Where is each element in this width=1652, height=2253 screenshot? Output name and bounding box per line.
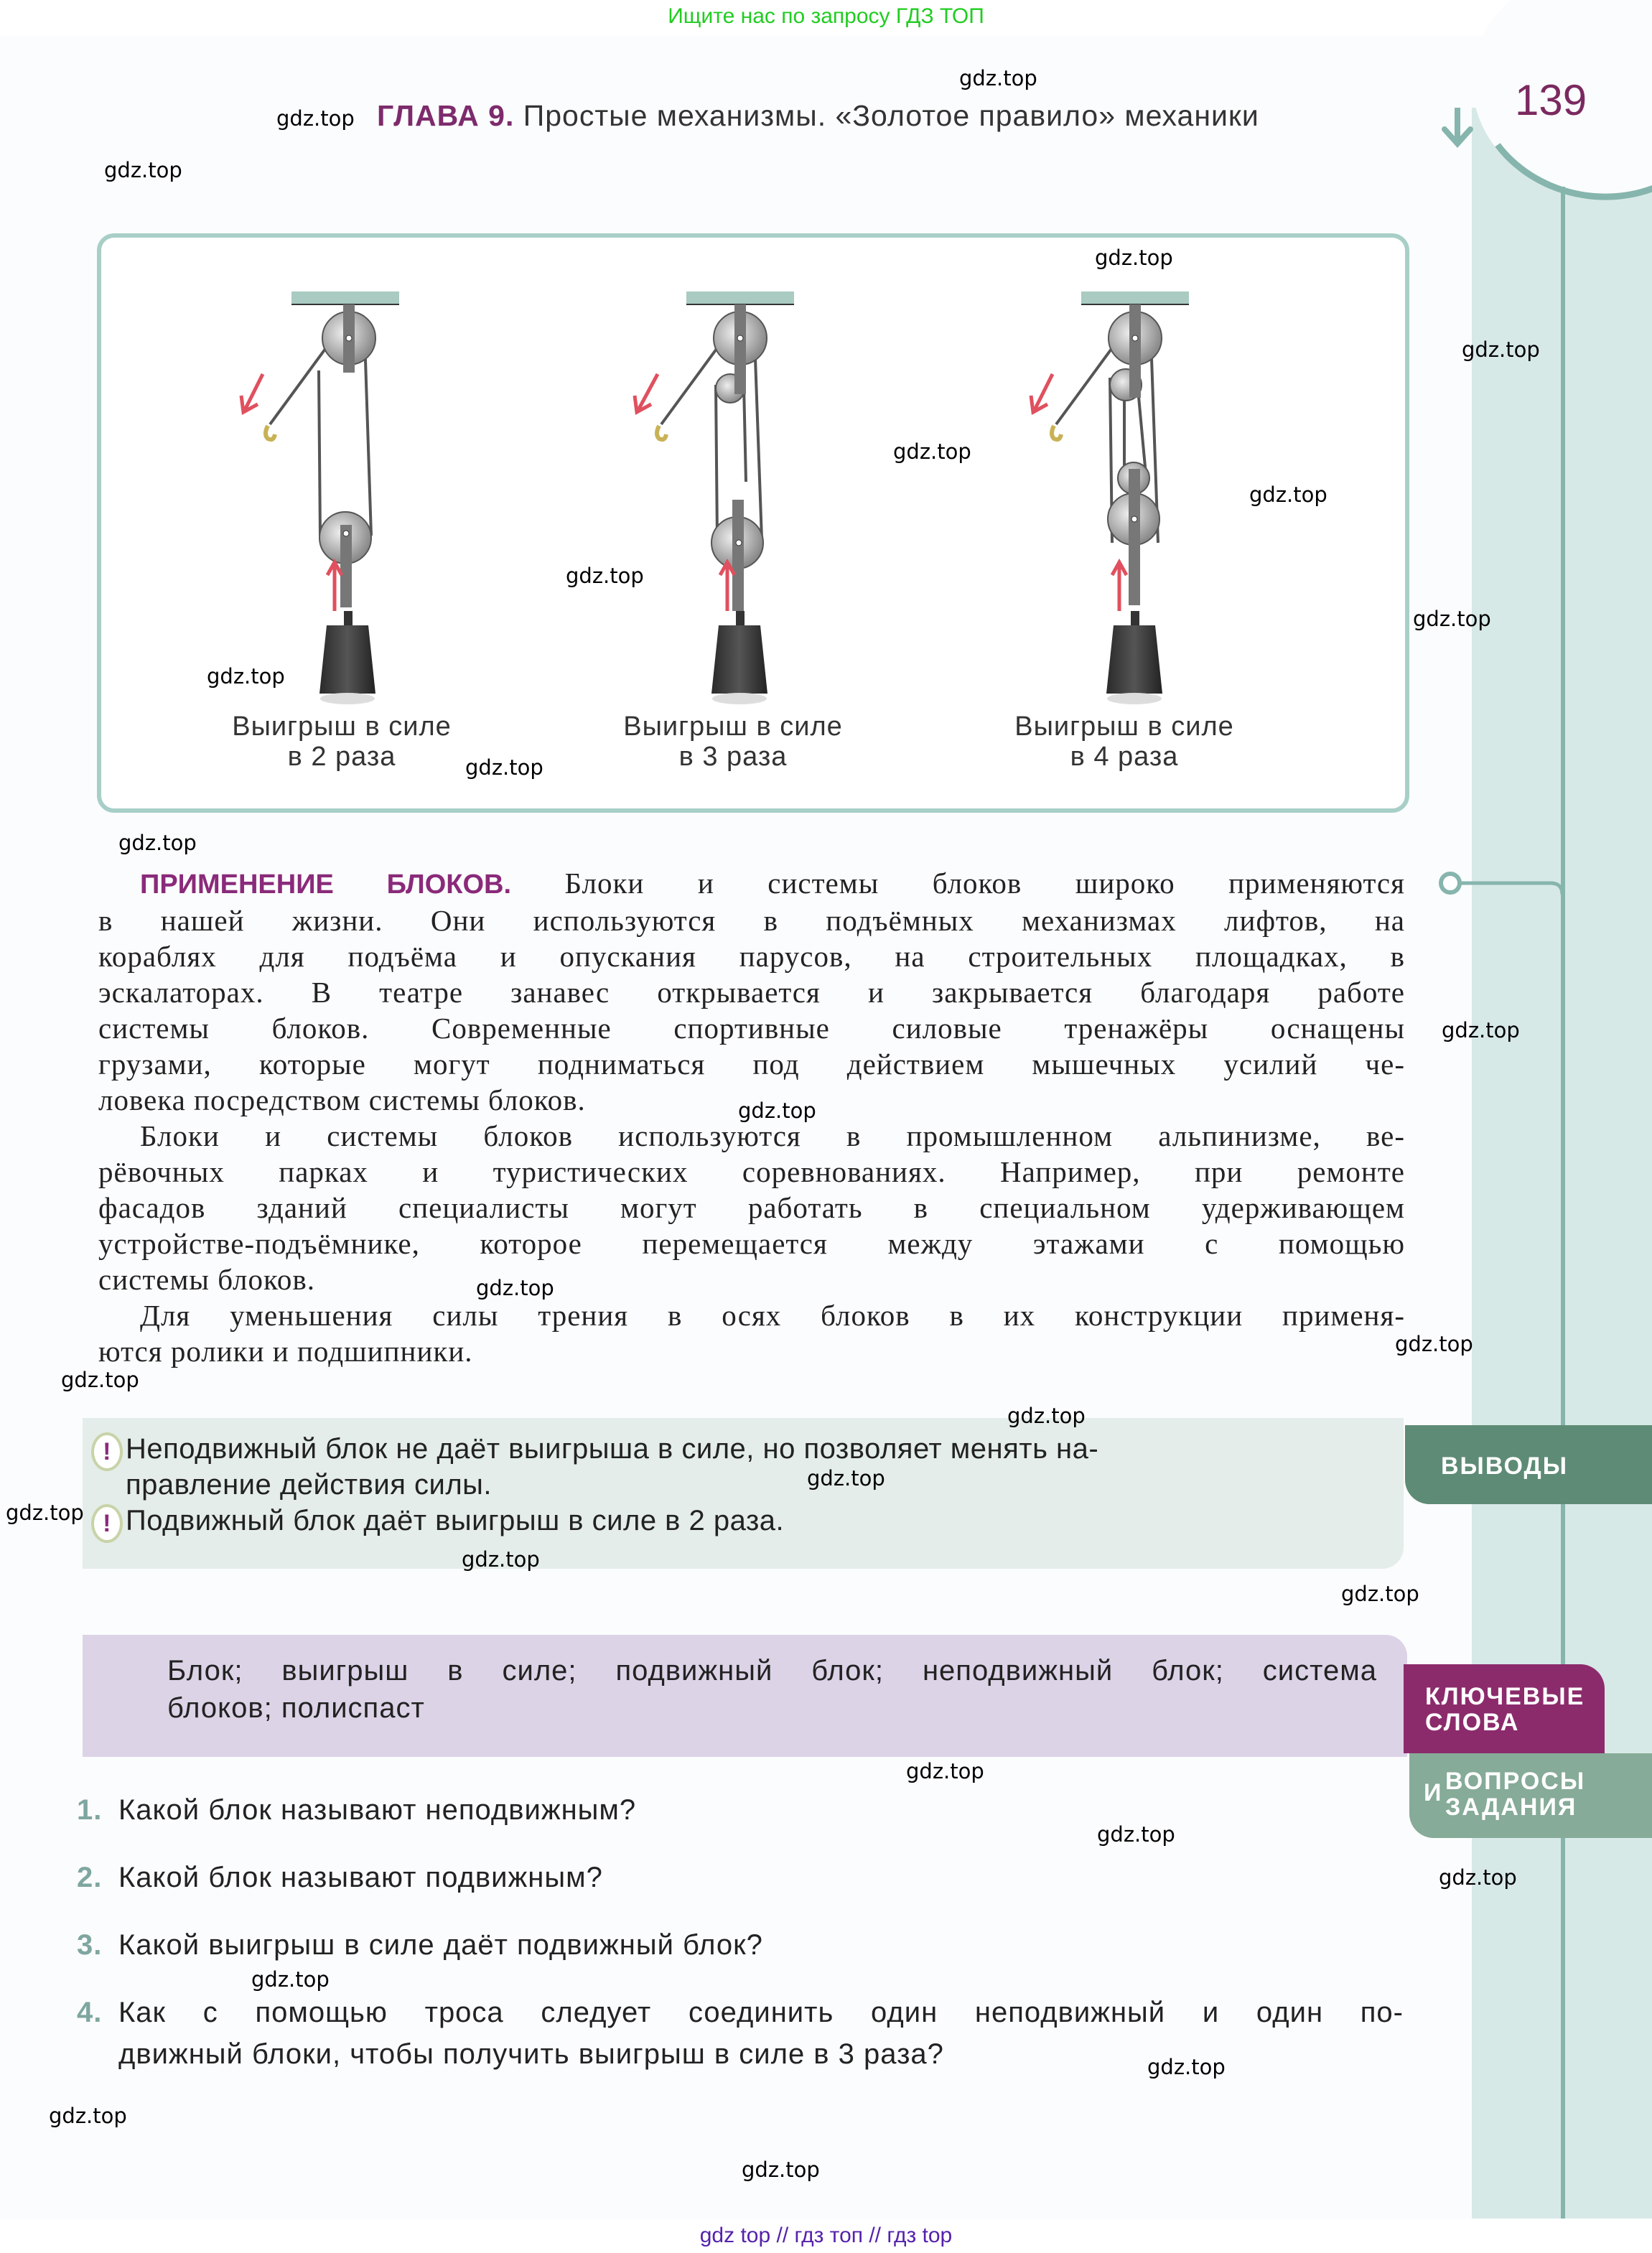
watermark: gdz.top	[104, 158, 182, 182]
watermark: gdz.top	[906, 1759, 984, 1783]
page-arrow-icon	[1436, 108, 1479, 151]
watermark: gdz.top	[1395, 1332, 1473, 1356]
text-line: ловека посредством системы блоков.	[98, 1083, 586, 1116]
conclusion-item	[103, 1431, 1389, 1503]
question-number: 3.	[77, 1929, 103, 1961]
section-heading: ПРИМЕНЕНИЕ БЛОКОВ.	[140, 869, 512, 900]
side-guide-line	[1561, 187, 1565, 2219]
question-item	[77, 1789, 1404, 1831]
pulley-panel-2	[635, 291, 794, 704]
watermark: gdz.top	[738, 1098, 816, 1123]
page-number: 139	[1515, 76, 1587, 124]
caption-line: в 4 раза	[1070, 742, 1179, 772]
tab-label: ЗАДАНИЯ	[1445, 1793, 1577, 1821]
footer: gdz top // гдз топ // гдз top	[0, 2219, 1652, 2253]
tab-label: КЛЮЧЕВЫЕ	[1425, 1683, 1585, 1710]
pulley-figure	[97, 233, 1409, 813]
chapter-header	[377, 99, 1259, 133]
exclamation-icon: !	[91, 1432, 123, 1471]
tab-label: И	[1424, 1779, 1443, 1806]
question-number: 2.	[77, 1862, 103, 1893]
watermark: gdz.top	[807, 1466, 885, 1491]
watermark: gdz.top	[1249, 482, 1327, 507]
watermark: gdz.top	[1097, 1822, 1175, 1847]
watermark: gdz.top	[61, 1368, 139, 1392]
paragraph	[98, 865, 1405, 902]
watermark: gdz.top	[49, 2104, 127, 2128]
text-line: системы блоков. Современные спортивные силовые тренажёры оснащены	[98, 1012, 1405, 1045]
text-line: системы блоков.	[98, 1263, 315, 1296]
text-line: Блоки и системы блоков используются в промышленном альпинизме, ве-	[140, 1119, 1405, 1152]
question-text: Как с помощью троса следует соединить один неподвижный и один по-	[118, 1997, 1404, 2028]
watermark: gdz.top	[1442, 1018, 1520, 1042]
question-text: движный блоки, чтобы получить выигрыш в силе в 3 раза?	[118, 2038, 944, 2070]
text-line: Неподвижный блок не даёт выигрыша в силе, но позволяет менять на-	[126, 1433, 1099, 1465]
pulley-caption-2	[582, 712, 884, 772]
text-line: Для уменьшения силы трения в осях блоков в их конструкции применя-	[140, 1299, 1405, 1332]
watermark: gdz.top	[1095, 246, 1173, 270]
pulley-caption-3	[974, 712, 1275, 772]
watermark: gdz.top	[1413, 607, 1491, 631]
chapter-title: Простые механизмы. «Золотое правило» механики	[523, 99, 1259, 132]
watermark: gdz.top	[1007, 1404, 1086, 1428]
watermark: gdz.top	[893, 439, 971, 464]
chapter-label: ГЛАВА 9.	[377, 99, 515, 132]
pulley-panel-3	[1031, 291, 1189, 704]
watermark: gdz.top	[959, 66, 1037, 90]
tab-label: ВЫВОДЫ	[1441, 1452, 1569, 1480]
question-number: 1.	[77, 1794, 103, 1826]
watermark: gdz.top	[476, 1276, 554, 1300]
tab-questions	[1409, 1753, 1652, 1838]
text-line: рёвочных парках и туристических соревнованиях. Например, при ремонте	[98, 1155, 1405, 1188]
watermark: gdz.top	[1439, 1865, 1517, 1890]
exclamation-icon: !	[91, 1504, 123, 1543]
watermark: gdz.top	[742, 2158, 820, 2182]
question-text: Какой блок называют неподвижным?	[118, 1794, 637, 1826]
watermark: gdz.top	[1462, 337, 1540, 362]
caption-line: Выигрыш в силе	[623, 712, 843, 742]
tab-keywords	[1404, 1664, 1605, 1753]
watermark: gdz.top	[1341, 1582, 1419, 1606]
text-line: Блоки и системы блоков широко применяются	[511, 867, 1405, 900]
tab-label: СЛОВА	[1425, 1709, 1520, 1736]
text-line: кораблях для подъёма и опускания парусов, на строительных площадках, в	[98, 940, 1405, 973]
pulley-panel-1	[241, 291, 399, 704]
text-line: правление действия силы.	[126, 1469, 493, 1501]
section-connector-icon	[1436, 869, 1565, 897]
caption-line: Выигрыш в силе	[232, 712, 452, 742]
tab-conclusions	[1405, 1425, 1652, 1504]
question-text: Какой выигрыш в силе даёт подвижный блок?	[118, 1929, 763, 1961]
top-banner: Ищите нас по запросу ГДЗ ТОП	[0, 0, 1652, 36]
text-line: грузами, которые могут подниматься под действием мышечных усилий че-	[98, 1048, 1405, 1081]
watermark: gdz.top	[465, 755, 543, 780]
text-line: фасадов зданий специалисты могут работать в специальном удерживающем	[98, 1191, 1405, 1224]
conclusions-box	[83, 1418, 1404, 1569]
watermark: gdz.top	[207, 664, 285, 689]
conclusion-item	[103, 1503, 1389, 1539]
question-number: 4.	[77, 1997, 103, 2028]
question-item	[77, 1857, 1404, 1898]
question-text: Какой блок называют подвижным?	[118, 1862, 603, 1893]
text-line: эскалаторах. В театре занавес открывается и закрывается благодаря работе	[98, 976, 1405, 1009]
caption-line: в 3 раза	[678, 742, 788, 772]
keywords-text	[167, 1652, 1377, 1727]
watermark: gdz.top	[566, 564, 644, 588]
watermark: gdz.top	[462, 1547, 540, 1572]
watermark: gdz.top	[251, 1967, 330, 1992]
tab-label: ВОПРОСЫ	[1445, 1768, 1586, 1795]
text-line: Подвижный блок даёт выигрыш в силе в 2 раза.	[126, 1505, 785, 1536]
watermark: gdz.top	[6, 1501, 84, 1525]
text-line: устройстве-подъёмнике, которое перемещается между этажами с помощью	[98, 1227, 1405, 1260]
text-line: ются ролики и подшипники.	[98, 1335, 473, 1368]
watermark: gdz.top	[276, 106, 355, 131]
question-item	[77, 1924, 1404, 1966]
text-line: Блок; выигрыш в силе; подвижный блок; неподвижный блок; система	[167, 1655, 1377, 1687]
caption-line: Выигрыш в силе	[1014, 712, 1234, 742]
text-line: блоков; полиспаст	[167, 1692, 425, 1724]
caption-line: в 2 раза	[287, 742, 396, 772]
pulley-caption-1	[191, 712, 493, 772]
watermark: gdz.top	[1147, 2055, 1226, 2079]
text-line: в нашей жизни. Они используются в подъёмных механизмах лифтов, на	[98, 904, 1405, 937]
keywords-box	[83, 1635, 1407, 1757]
watermark: gdz.top	[118, 831, 197, 855]
